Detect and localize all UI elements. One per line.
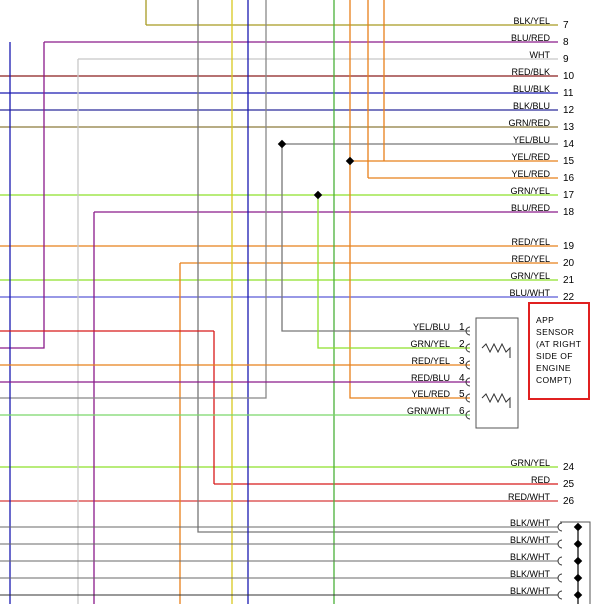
- sensor-pin-3-label: RED/YEL: [411, 356, 450, 366]
- ground-contact-1: [558, 523, 562, 531]
- wire-21-number: 21: [563, 275, 575, 286]
- wire-9-number: 9: [563, 54, 569, 65]
- v-gray-266: [0, 0, 266, 398]
- sensor-pin-6-number: 6: [459, 406, 465, 417]
- ground-wire-4-label: BLK/WHT: [509, 569, 550, 579]
- ground-contact-5: [558, 591, 562, 599]
- wire-8-number: 8: [563, 37, 569, 48]
- wire-25-number: 25: [563, 479, 575, 490]
- wire-11-label: BLU/BLK: [512, 84, 550, 94]
- ground-wire-2-label: BLK/WHT: [509, 535, 550, 545]
- wire-22-number: 22: [563, 292, 575, 303]
- app-sensor-label: APP SENSOR (AT RIGHT SIDE OF ENGINE COMPT): [536, 315, 582, 385]
- wire-14-label: YEL/BLU: [512, 135, 550, 145]
- sensor-resistor-1: [482, 344, 510, 358]
- sensor-pin-5-label: YEL/RED: [411, 389, 450, 399]
- sensor-pin-5-number: 5: [459, 389, 465, 400]
- wire-7-label: BLK/YEL: [513, 16, 550, 26]
- sensor-pin-6-label: GRN/WHT: [407, 406, 450, 416]
- wire-25-label: RED: [530, 475, 550, 485]
- v-gray-198: [198, 0, 558, 532]
- sensor-connector-body: [476, 318, 518, 428]
- wire-24-number: 24: [563, 462, 575, 473]
- wire-17-label: GRN/YEL: [510, 186, 550, 196]
- ground-wire-5-label: BLK/WHT: [509, 586, 550, 596]
- splice-14: [278, 140, 286, 148]
- splice-15: [346, 157, 354, 165]
- wire-20-label: RED/YEL: [511, 254, 550, 264]
- sensor-pin-4-label: RED/BLU: [410, 373, 450, 383]
- wire-26-number: 26: [563, 496, 575, 507]
- wire-11-number: 11: [563, 88, 574, 99]
- sensor-pin-4-number: 4: [459, 373, 465, 384]
- wire-15-label: YEL/RED: [511, 152, 550, 162]
- wire-16-number: 16: [563, 173, 575, 184]
- wire-14-number: 14: [563, 139, 575, 150]
- sensor-pin-1-label: YEL/BLU: [412, 322, 450, 332]
- wire-13-number: 13: [563, 122, 575, 133]
- wire-19-number: 19: [563, 241, 575, 252]
- wire-24-label: GRN/YEL: [510, 458, 550, 468]
- ground-wire-1-label: BLK/WHT: [509, 518, 550, 528]
- wire-10-label: RED/BLK: [511, 67, 550, 77]
- wire-13-label: GRN/RED: [508, 118, 550, 128]
- wire-17-number: 17: [563, 190, 575, 201]
- wire-8-label: BLU/RED: [510, 33, 550, 43]
- ground-contact-4: [558, 574, 562, 582]
- wire-7-number: 7: [563, 20, 569, 31]
- wire-10-number: 10: [563, 71, 575, 82]
- ground-contact-3: [558, 557, 562, 565]
- wire-15-number: 15: [563, 156, 575, 167]
- wire-12-number: 12: [563, 105, 575, 116]
- sensor-resistor-2: [482, 394, 510, 408]
- wire-16-label: YEL/RED: [511, 169, 550, 179]
- ground-wire-3-label: BLK/WHT: [509, 552, 550, 562]
- wire-26-label: RED/WHT: [508, 492, 550, 502]
- ground-contact-2: [558, 540, 562, 548]
- wire-12-label: BLK/BLU: [512, 101, 550, 111]
- wire-21-label: GRN/YEL: [510, 271, 550, 281]
- wire-19-label: RED/YEL: [511, 237, 550, 247]
- wire-9-label: WHT: [529, 50, 550, 60]
- ground-connector-body: [560, 522, 590, 604]
- wire-18-label: BLU/RED: [510, 203, 550, 213]
- sensor-pin-2-number: 2: [459, 339, 465, 350]
- sensor-pin-2-label: GRN/YEL: [410, 339, 450, 349]
- branch-yel-blu: [282, 144, 470, 331]
- wire-22-label: BLU/WHT: [509, 288, 550, 298]
- splice-17: [314, 191, 322, 199]
- app-sensor-box: [528, 302, 590, 400]
- sensor-pin-1-number: 1: [459, 322, 465, 333]
- sensor-pin-3-number: 3: [459, 356, 465, 367]
- wire-18-number: 18: [563, 207, 575, 218]
- wire-20-number: 20: [563, 258, 575, 269]
